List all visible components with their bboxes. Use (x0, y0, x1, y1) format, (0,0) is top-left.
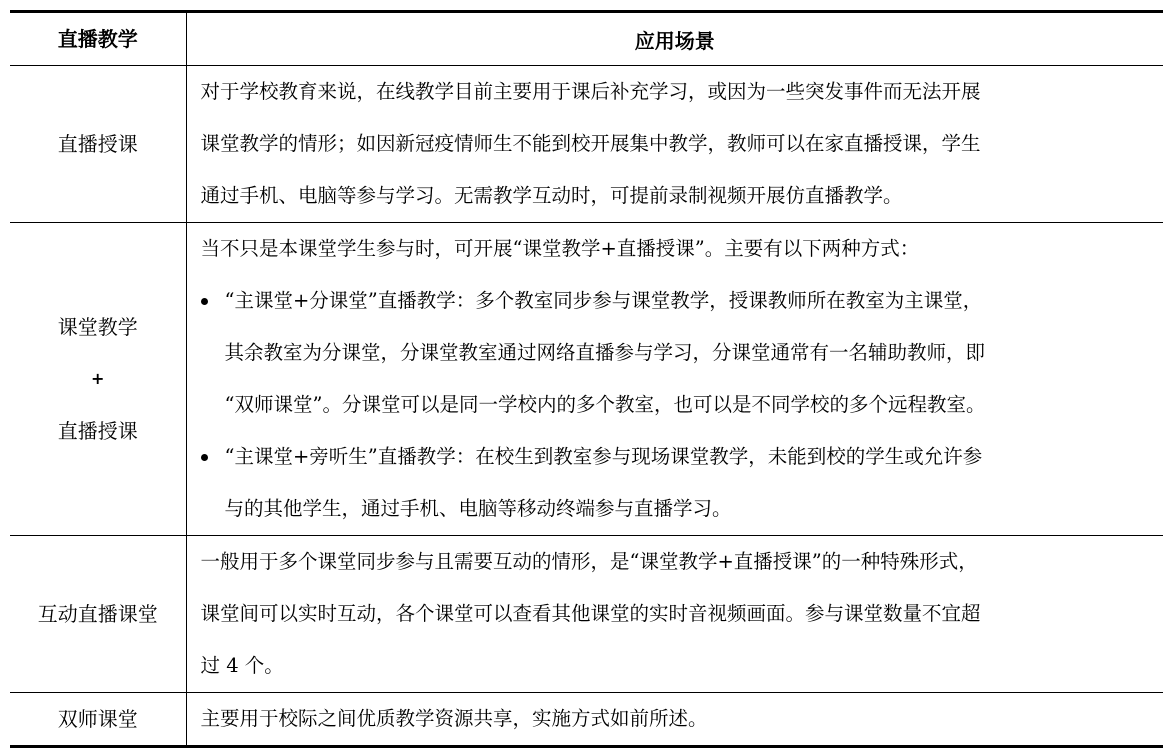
table-row (10, 693, 1163, 747)
row-label (10, 66, 186, 223)
row-label (10, 536, 186, 693)
row-description (186, 223, 1163, 536)
bullet-item (201, 275, 1154, 431)
row-label-text: 直播授课 (57, 132, 138, 156)
description-line: 通过手机、电脑等参与学习。无需教学互动时，可提前录制视频开展仿直播教学。 (200, 184, 903, 207)
description-line: 对于学校教育来说，在线教学目前主要用于课后补充学习，或因为一些突发事件而无法开展 (200, 80, 981, 103)
table-header-row (10, 12, 1163, 66)
row-description (186, 66, 1163, 223)
bullet-line: 与的其他学生，通过手机、电脑等移动终端参与直播学习。 (224, 497, 732, 520)
table-row (10, 66, 1163, 223)
row-label-text: 直播授课 (57, 419, 138, 443)
description-line: 主要用于校际之间优质教学资源共享，实施方式如前所述。 (200, 707, 708, 730)
bullet-line: “主课堂+旁听生”直播教学：在校生到教室参与现场课堂教学，未能到校的学生或允许参 (224, 445, 983, 468)
table-row (10, 223, 1163, 536)
description-intro: 当不只是本课堂学生参与时，可开展“课堂教学+直播授课”。主要有以下两种方式： (200, 237, 920, 260)
row-label (10, 223, 186, 536)
row-description (186, 693, 1163, 747)
row-label-text: 课堂教学 (57, 315, 138, 339)
description-line: 过 4 个。 (200, 654, 284, 677)
description-line: 课堂间可以实时互动，各个课堂可以查看其他课堂的实时音视频画面。参与课堂数量不宜超 (200, 602, 981, 625)
bullet-item (201, 431, 1154, 535)
teaching-scenarios-table (10, 10, 1163, 748)
bullet-line: “主课堂+分课堂”直播教学：多个教室同步参与课堂教学，授课教师所在教室为主课堂， (224, 289, 983, 312)
row-label-plus: + (91, 369, 105, 388)
row-label (10, 693, 186, 747)
header-application-scenario: 应用场景 (186, 12, 1163, 66)
bullet-line: “双师课堂”。分课堂可以是同一学校内的多个教室，也可以是不同学校的多个远程教室。 (224, 393, 986, 416)
bullet-line: 其余教室为分课堂，分课堂教室通过网络直播参与学习，分课堂通常有一名辅助教师，即 (224, 341, 986, 364)
row-label-text: 互动直播课堂 (37, 602, 158, 626)
document-page (10, 10, 1163, 748)
row-description (186, 536, 1163, 693)
bullet-dot-icon (201, 298, 208, 305)
description-line: 课堂教学的情形；如因新冠疫情师生不能到校开展集中教学，教师可以在家直播授课，学生 (200, 132, 981, 155)
header-live-teaching: 直播教学 (10, 12, 186, 66)
bullet-dot-icon (201, 454, 208, 461)
row-label-text: 双师课堂 (57, 707, 138, 731)
description-line: 一般用于多个课堂同步参与且需要互动的情形，是“课堂教学+直播授课”的一种特殊形式， (200, 550, 978, 573)
table-row (10, 536, 1163, 693)
